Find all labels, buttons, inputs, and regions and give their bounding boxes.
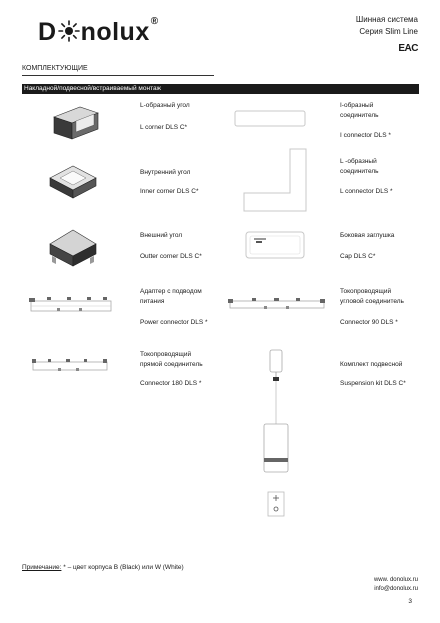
power-connector-image xyxy=(27,294,113,316)
i-connector-label-en: I connector DLS * xyxy=(340,132,391,139)
inner-corner-label-en: Inner corner DLS C* xyxy=(140,188,199,195)
note-text: * – цвет корпуса B (Black) или W (White) xyxy=(61,564,184,571)
connector-90-image xyxy=(226,296,328,312)
footer-contacts xyxy=(374,576,418,594)
l-corner-image xyxy=(50,101,102,145)
i-connector-label-ru1: I-образный xyxy=(340,102,374,109)
brand-letter-d: D xyxy=(38,18,57,46)
cap-image xyxy=(244,230,306,260)
cap-label-en: Cap DLS C* xyxy=(340,253,376,260)
registered-mark: ® xyxy=(150,16,159,27)
power-connector-label-ru1: Адаптер с подводом xyxy=(140,288,202,295)
connector-180-image xyxy=(30,356,110,374)
i-connector-label-ru2: соединитель xyxy=(340,112,379,119)
sun-icon xyxy=(58,20,80,42)
outter-corner-image xyxy=(44,226,102,270)
brand-letters-nolux: nolux xyxy=(80,18,150,46)
power-connector-label-ru2: питания xyxy=(140,298,165,305)
power-connector-label-en: Power connector DLS * xyxy=(140,319,208,326)
eac-mark: EAC xyxy=(398,43,418,54)
section-title: КОМПЛЕКТУЮЩИЕ xyxy=(22,65,88,72)
i-connector-image xyxy=(234,109,306,129)
series-line-1: Шинная система xyxy=(355,15,418,24)
l-corner-label-ru: L-образный угол xyxy=(140,102,190,109)
mount-type-band: Накладной/подвесной/встраиваемый монтаж xyxy=(22,84,419,94)
suspension-kit-label-ru: Комплект подвесной xyxy=(340,361,403,368)
connector-180-label-ru1: Токопроводящий xyxy=(140,351,192,358)
connector-90-label-ru1: Токопроводящий xyxy=(340,288,392,295)
l-connector-label-ru2: соединитель xyxy=(340,168,379,175)
outter-corner-label-ru: Внешний угол xyxy=(140,232,183,239)
suspension-kit-image xyxy=(256,346,296,524)
connector-90-label-en: Connector 90 DLS * xyxy=(340,319,398,326)
brand-logo xyxy=(38,18,159,47)
footer-website[interactable]: www. donolux.ru xyxy=(373,577,418,583)
footer-email[interactable]: info@donolux.ru xyxy=(374,586,418,592)
page-number: 3 xyxy=(408,598,412,605)
series-block xyxy=(356,14,418,38)
l-corner-label-en: L corner DLS C* xyxy=(140,124,188,131)
outter-corner-label-en: Outter corner DLS C* xyxy=(140,253,202,260)
color-note xyxy=(22,564,184,571)
l-connector-label-en: L connector DLS * xyxy=(340,188,393,195)
l-connector-image xyxy=(240,147,310,213)
series-line-2: Серия Slim Line xyxy=(359,27,418,36)
section-divider xyxy=(22,75,214,76)
inner-corner-label-ru: Внутренний угол xyxy=(140,169,191,176)
suspension-kit-label-en: Suspension kit DLS C* xyxy=(340,380,406,387)
inner-corner-image xyxy=(46,160,100,202)
connector-90-label-ru2: угловой соединитель xyxy=(340,298,404,305)
connector-180-label-en: Connector 180 DLS * xyxy=(140,380,202,387)
l-connector-label-ru1: L -образный xyxy=(340,158,377,165)
connector-180-label-ru2: прямой соединитель xyxy=(140,361,203,368)
cap-label-ru: Боковая заглушка xyxy=(340,232,395,239)
note-label: Примечание: xyxy=(22,564,62,571)
